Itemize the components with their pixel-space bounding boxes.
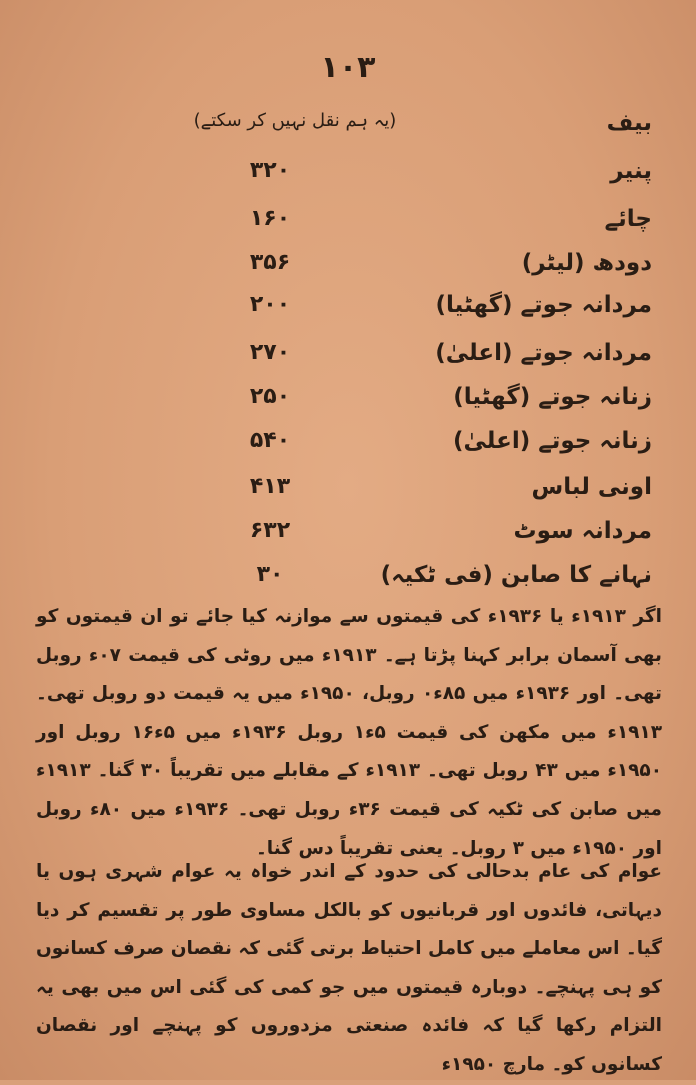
item-name: اونی لباس [531, 474, 652, 500]
price-row [0, 158, 696, 198]
item-name: دودھ (لیٹر) [521, 250, 652, 276]
item-price: ۳۵۶ [249, 250, 291, 275]
item-name: مردانہ جوتے (اعلیٰ) [435, 340, 652, 366]
price-row [0, 384, 696, 424]
price-row [0, 518, 696, 558]
item-price: ۶۳۲ [249, 518, 291, 543]
item-price: ۲۵۰ [249, 384, 291, 409]
price-row [0, 250, 696, 290]
item-price: (یہ ہم نقل نہیں کر سکتے) [193, 110, 397, 131]
item-name: نہانے کا صابن (فی ٹکیہ) [380, 562, 652, 588]
item-name: پنیر [610, 158, 652, 184]
price-row [0, 428, 696, 468]
item-name: مردانہ سوٹ [513, 518, 652, 544]
item-price: ۳۰ [256, 562, 284, 587]
item-name: مردانہ جوتے (گھٹیا) [435, 292, 652, 318]
price-row [0, 206, 696, 246]
item-price: ۲۰۰ [249, 292, 291, 317]
item-price: ۴۱۳ [249, 474, 291, 499]
price-row [0, 340, 696, 380]
price-row [0, 474, 696, 514]
price-row [0, 110, 696, 150]
body-paragraph: اگر ۱۹۱۳ء یا ۱۹۳۶ء کی قیمتوں سے موازنہ کیا جائے تو ان قیمتوں کو بھی آسمان برابر کہنا پڑتا ہے۔ ۱۹۱۳ء میں روٹی کی قیمت ۰۷ء روبل تھی۔ اور ۱۹۳۶ء میں ۸۵ء۰ روبل، ۱۹۵۰ء میں یہ قیمت دو روبل تھی۔ ۱۹۱۳ء میں مکھن کی قیمت ۵ء۱ روبل ۱۹۳۶ء میں ۵ء۱۶ روبل اور ۱۹۵۰ء میں ۴۳ روبل تھی۔ ۱۹۱۳ء کے مقابلے میں تقریباً ۳۰ گنا۔ ۱۹۱۳ء میں صابن کی ٹکیہ کی قیمت ۳۶ء روبل تھی۔ ۱۹۳۶ء میں ۸۰ء روبل اور ۱۹۵۰ء میں ۳ روبل۔ یعنی تقریباً دس گنا۔ [36, 606, 663, 859]
item-name: زنانہ جوتے (گھٹیا) [453, 384, 652, 410]
item-name: زنانہ جوتے (اعلیٰ) [452, 428, 652, 454]
item-name: بیف [606, 110, 652, 136]
item-price: ۱۶۰ [249, 206, 291, 231]
item-price: ۵۴۰ [249, 428, 291, 453]
price-row [0, 292, 696, 332]
price-row [0, 562, 696, 602]
item-name: چائے [604, 206, 652, 232]
item-price: ۲۷۰ [249, 340, 291, 365]
body-paragraph: عوام کی عام بدحالی کی حدود کے اندر خواہ یہ عوام شہری ہوں یا دیہاتی، فائدوں اور قربانیوں کو بالکل مساوی طور پر تقسیم کر دیا گیا۔ اس معاملے میں کامل احتیاط برتی گئی کہ نقصان صرف کسانوں کو ہی پہنچے۔ دوبارہ قیمتوں میں جو کمی کی گئی اس میں بھی یہ التزام رکھا گیا کہ فائدہ صنعتی مزدوروں کو پہنچے اور نقصان کسانوں کو۔ مارچ ۱۹۵۰ء [36, 861, 662, 1075]
item-price: ۳۲۰ [249, 158, 291, 183]
page-number: ۱۰۳ [320, 50, 376, 85]
